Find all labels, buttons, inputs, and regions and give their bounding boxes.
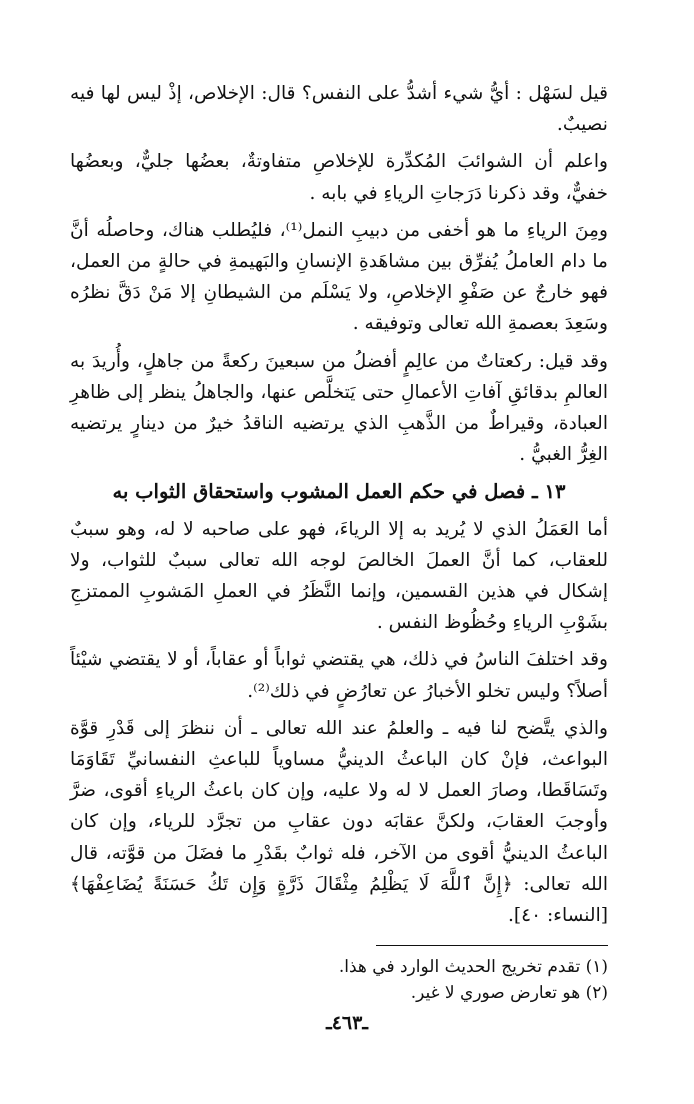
page-number: ـ٤٦٣ـ	[326, 1012, 368, 1034]
section-heading: ١٣ ـ فصل في حكم العمل المشوب واستحقاق الثواب به	[112, 480, 566, 504]
footnotes	[300, 954, 608, 1006]
footnote-divider	[376, 945, 608, 946]
paragraph-riya-deed: أما العَمَلُ الذي لا يُريد به إلا الرياءَ، فهو على صاحبه لا له، وهو سببٌ للعقاب، كما أنَّ العملَ الخالصَ لوجه الله تعالى سببٌ للثواب، ولا إشكال في هذين القسمين، وإنما النَّظَرُ في العملِ المَشوبِ الممتزجِ بشَوْبِ الرياءِ وحُظُوظ النفس .	[70, 518, 608, 634]
paragraph-impurities: واعلم أن الشوائبَ المُكدِّرة للإخلاصِ متفاوتةٌ، بعضُها جليٌّ، وبعضُها خفيٌّ، وقد ذكرنا دَرَجاتِ الرياءِ في بابه .	[70, 151, 608, 204]
paragraph-sahl: قيل لسَهْل : أيُّ شيء أشدُّ على النفس؟ قال: الإخلاص، إذْ ليس لها فيه نصيبٌ.	[70, 83, 608, 136]
footnote-1: (١) تقدم تخريج الحديث الوارد في هذا.	[338, 957, 608, 977]
main-text	[70, 78, 608, 937]
footnote-2: (٢) هو تعارض صوري لا غير.	[410, 983, 608, 1003]
paragraph-conclusion: والذي يتَّضح لنا فيه ـ والعلمُ عند الله تعالى ـ أن ننظرَ إلى قَدْرِ قوَّة البواعث، فإنْ كان الباعثُ الدينيُّ مساوياً للباعثِ النفسانيِّ تَقَاوَمَا وتَسَاقَطا، وصارَ العمل لا له ولا عليه، وإن كان باعثُ الرياءِ أقوى، ضرَّ وأوجبَ العقابَ، ولكنَّ عقابَه دون عقابِ من تجرَّد للرياء، وإن كان الباعثُ الدينيُّ أقوى من الآخر، فله ثوابٌ بقَدْرِ ما فضَلَ من قوَّته، قال الله تعالى: ﴿إِنَّ ٱللَّهَ لَا يَظْلِمُ مِثْقَالَ ذَرَّةٍ وَإِن تَكُ حَسَنَةً يُضَاعِفْهَا﴾ [النساء: ٤٠].	[70, 717, 608, 927]
paragraph-hidden-riya: ومِنَ الرياءِ ما هو أخفى من دبيبِ النمل⁽¹⁾، فليُطلب هناك، وحاصلُه أنَّ ما دام العاملُ يُفرِّق بين مشاهَدةِ الإنسانِ والبَهيمةِ في حالةٍ من العمل، فهو خارجٌ عن صَفْوِ الإخلاصِ، ولا يَسْلَم من الشيطانِ إلا مَنْ دَقَّ نظرُه وسَعِدَ بعصمةِ الله تعالى وتوفيقه .	[70, 219, 608, 335]
paragraph-two-rakats: وقد قيل: ركعتاتٌ من عالِمٍ أفضلُ من سبعينَ ركعةً من جاهلٍ، وأُريدَ به العالمِ بدقائقِ آفاتِ الأعمالِ حتى يَتخلَّص عنها، والجاهلُ ينظر إلى ظاهرِ العبادة، وقيراطٌ من الذَّهبِ الذي يرتضيه الناقدُ خيرٌ من دينارٍ يرتضيه الغِرُّ الغبيُّ .	[70, 350, 608, 466]
paragraph-disagreement: وقد اختلفَ الناسُ في ذلك، هي يقتضي ثواباً أو عقاباً، أو لا يقتضي شيْئاً أصلاً؟ وليس تخلو الأخبارُ عن تعارُضٍ في ذلك⁽²⁾.	[70, 649, 608, 702]
